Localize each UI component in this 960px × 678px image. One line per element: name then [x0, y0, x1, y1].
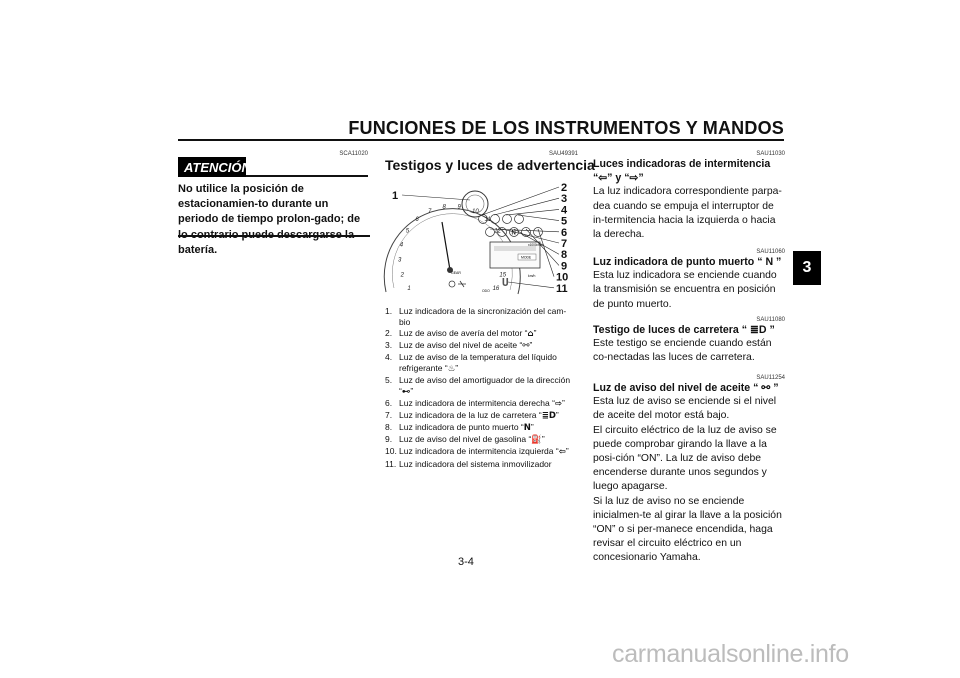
section-paragraph: El circuito eléctrico de la luz de aviso se puede comprobar girando la llave a la posi-ción “ON”. La luz de aviso debe encenderse durante unos segundos y luego apagarse. — [593, 424, 777, 493]
attention-label: ATENCIÓN — [178, 157, 246, 177]
gauge-number: 5 — [405, 228, 410, 235]
gauge-number: 9 — [457, 204, 461, 211]
column-3-section — [593, 323, 785, 366]
legend-text: Luz indicadora de intermitencia izquierda “⇦” — [399, 446, 569, 458]
legend-number: 10. — [385, 446, 397, 457]
gauge-number: 6 — [415, 217, 419, 224]
attention-text: No utilice la posición de estacionamien-to durante un periodo de tiempo prolon-gado; de batería. — [178, 183, 361, 256]
section-paragraph: La luz indicadora correspondiente parpa-dea cuando se empuja el interruptor de in-termitencia hacia la izquierda o hacia la derecha. — [593, 186, 782, 241]
legend-item — [385, 422, 575, 434]
section-code: SAU11254 — [756, 375, 785, 381]
legend-item — [385, 434, 575, 446]
callout-8: 8 — [561, 249, 568, 262]
legend-text: Luz indicadora de la sincronización del cam-bio — [399, 306, 567, 327]
gauge-number: 7 — [428, 208, 432, 215]
legend-number: 11. — [385, 458, 397, 469]
column-3-section — [593, 381, 785, 566]
legend-number: 9. — [385, 434, 393, 445]
callout-line — [494, 198, 559, 215]
legend-item — [385, 352, 575, 374]
legend-symbol-icon: ⊷ — [401, 386, 411, 397]
callout-line — [518, 215, 559, 221]
gauge-number: 16 — [492, 285, 500, 292]
callout-line — [402, 195, 470, 200]
legend-text: Luz de aviso del nivel de aceite “⚯” — [399, 339, 533, 351]
gear-label: GEAR — [451, 271, 461, 275]
page-number: 3-4 — [458, 556, 474, 568]
legend-item — [385, 328, 575, 340]
legend-item — [385, 340, 575, 352]
callout-line — [538, 229, 554, 277]
callout-6: 6 — [561, 226, 568, 239]
legend-list — [385, 306, 575, 470]
gauge-number: 8 — [442, 204, 446, 211]
legend-number: 7. — [385, 409, 393, 420]
legend-text: Luz de aviso del nivel de gasolina “⛽” — [399, 434, 545, 446]
legend-symbol-icon: ⇦ — [558, 447, 566, 458]
legend-text: Luz de aviso del amortiguador de la dirección “⊷” — [399, 374, 571, 397]
callout-5: 5 — [561, 215, 568, 228]
section-paragraph: Si la luz de aviso no se enciende inicialmen-te al girar la llave a la posición “ON” o si per-manece encendida, haga revisar el circuito eléctrico en un concesionario Yamaha. — [593, 495, 782, 564]
legend-item — [385, 398, 575, 410]
section-code: SAU11060 — [756, 249, 785, 255]
chapter-tab[interactable]: 3 — [793, 251, 821, 285]
attention-bottom-rule — [178, 235, 370, 237]
section-paragraph: Este testigo se enciende cuando están co-nectadas las luces de carretera. — [593, 338, 772, 364]
legend-item — [385, 375, 575, 397]
legend-text: Luz de aviso de la temperatura del líquido refrigerante “♨” — [399, 352, 557, 374]
legend-number: 1. — [385, 306, 393, 316]
mode-label: MODE — [521, 255, 532, 260]
kmh-label: km/h — [528, 274, 536, 278]
section-code: SAU11080 — [756, 317, 785, 323]
section-paragraph: Esta luz de aviso se enciende si el nivel de aceite del motor está bajo. — [593, 396, 777, 422]
callout-7: 7 — [561, 238, 568, 250]
section-code: SAU11030 — [756, 151, 785, 157]
gauge-number: 12 — [494, 228, 501, 235]
legend-number: 8. — [385, 422, 393, 433]
callout-10: 10 — [556, 271, 569, 284]
title-rule — [178, 139, 784, 141]
legend-number: 4. — [385, 352, 393, 363]
legend-symbol-icon: ⚯ — [522, 340, 530, 351]
callout-11: 11 — [556, 282, 568, 295]
odo-label: ODO — [482, 289, 490, 293]
section-paragraph: Esta luz indicadora se enciende cuando la transmisión se encuentra en posición de punto muerto. — [593, 270, 777, 310]
section-code: SAU49391 — [548, 151, 578, 157]
callout-line — [508, 282, 554, 288]
callout-lines — [399, 187, 559, 288]
callout-4: 4 — [561, 204, 568, 217]
legend-item — [385, 410, 575, 422]
legend-symbol-icon: ≣D — [541, 410, 556, 421]
legend-number: 5. — [385, 374, 393, 385]
callout-line — [506, 209, 559, 215]
section-heading: Luz de aviso del nivel de aceite “ ⚯ ” — [593, 382, 779, 394]
instrument-panel-figure — [378, 182, 578, 302]
legend-text: Luz indicadora del sistema inmovilizador — [399, 458, 552, 469]
gauge-number: 1 — [407, 285, 411, 292]
gauge-number: 15 — [499, 272, 507, 279]
gauge-number: 11 — [484, 217, 491, 224]
gauge-number: 4 — [399, 242, 404, 249]
legend-symbol-icon: ⇨ — [554, 398, 563, 409]
callout-3: 3 — [561, 193, 568, 206]
legend-symbol-icon: ⛽ — [531, 435, 542, 446]
legend-symbol-icon: ⌂ — [527, 328, 534, 339]
section-title: Testigos y luces de advertencia — [385, 157, 595, 173]
legend-text: Luz indicadora de la luz de carretera “≣D” — [399, 409, 559, 421]
legend-symbol-icon: N — [523, 423, 531, 434]
section-heading: Luces indicadoras de intermitencia “⇦” y “⇨” — [593, 158, 771, 185]
legend-number: 3. — [385, 339, 393, 350]
legend-number: 6. — [385, 397, 393, 408]
neutral-lamp-letter: N — [511, 230, 516, 237]
legend-text: Luz indicadora de punto muerto “N” — [399, 422, 534, 434]
legend-text: Luz de aviso de avería del motor “⌂” — [399, 327, 537, 339]
gauge-number: 3 — [398, 257, 402, 264]
legend-symbol-icon: ♨ — [447, 363, 456, 374]
watermark: carmanualsonline.info — [612, 640, 849, 668]
legend-item — [385, 446, 575, 458]
callout-2: 2 — [561, 182, 568, 194]
callout-9: 9 — [561, 260, 568, 273]
gauge-number: 10 — [472, 208, 479, 215]
page-title: FUNCIONES DE LOS INSTRUMENTOS Y MANDOS — [348, 118, 784, 138]
tachometer-needle — [442, 222, 450, 270]
attention-rule — [246, 175, 368, 177]
column-3-section — [593, 157, 785, 242]
gauge-number: 2 — [400, 272, 404, 279]
callout-1: 1 — [392, 190, 399, 202]
attention-code: SCA11020 — [339, 151, 368, 157]
section-heading: Testigo de luces de carretera “ ≣D ” — [593, 324, 775, 336]
column-3-section — [593, 255, 785, 312]
legend-text: Luz indicadora de intermitencia derecha “⇨” — [399, 397, 565, 409]
section-heading: Luz indicadora de punto muerto “ N ” — [593, 256, 782, 268]
svg-text:U: U — [502, 276, 509, 289]
x1000-label: x1000r/min — [528, 243, 544, 247]
legend-number: 2. — [385, 327, 393, 338]
legend-item — [385, 459, 575, 470]
legend-item — [385, 306, 575, 327]
attention-header — [178, 157, 368, 177]
